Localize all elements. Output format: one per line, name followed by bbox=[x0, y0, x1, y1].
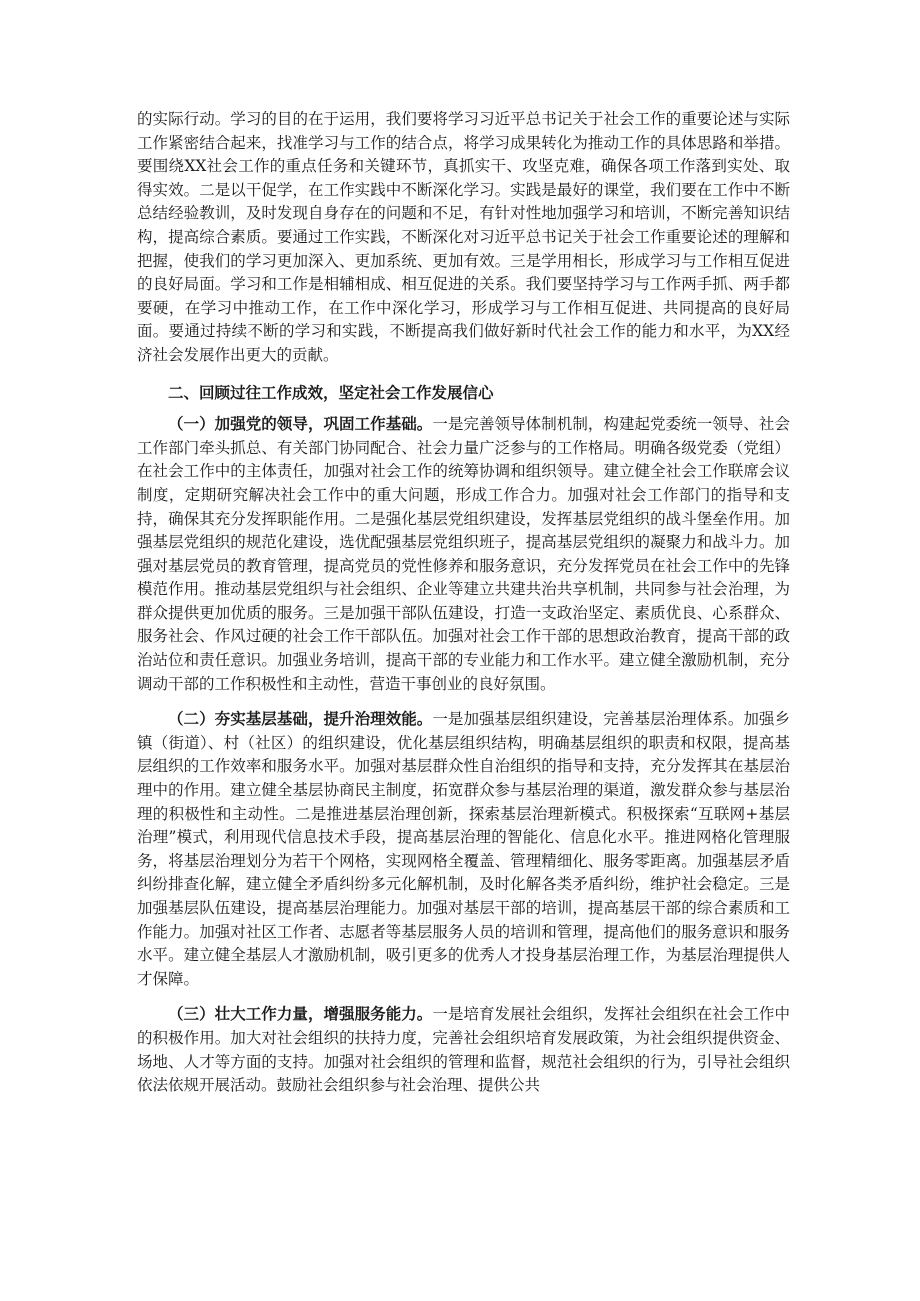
section-paragraph-1 bbox=[137, 413, 790, 696]
section-paragraph-2 bbox=[137, 708, 790, 991]
document-page bbox=[137, 108, 790, 1098]
section-paragraph-3 bbox=[137, 1003, 790, 1097]
paragraph-body-1: 一是完善领导体制机制，构建起党委统一领导、社会工作部门牵头抓总、有关部门协同配合、社会力量广泛参与的工作格局。明确各级党委（党组）在社会工作中的主体责任，加强对社会工作的统筹协调和组织领导。建立健全社会工作联席会议制度，定期研究解决社会工作中的重大问题，形成工作合力。加强对社会工作部门的指导和支持，确保其充分发挥职能作用。二是强化基层党组织建设，发挥基层党组织的战斗堡垒作用。加强基层党组织的规范化建设，选优配强基层党组织班子，提高基层党组织的凝聚力和战斗力。加强对基层党员的教育管理，提高党员的党性修养和服务意识，充分发挥党员在社会工作中的先锋模范作用。推动基层党组织与社会组织、企业等建立共建共治共享机制，共同参与社会治理，为群众提供更加优质的服务。三是加强干部队伍建设，打造一支政治坚定、素质优良、心系群众、服务社会、作风过硬的社会工作干部队伍。加强对社会工作干部的思想政治教育，提高干部的政治站位和责任意识。加强业务培训，提高干部的专业能力和工作水平。建立健全激励机制，充分调动干部的工作积极性和主动性，营造干事创业的良好氛围。 bbox=[137, 415, 790, 693]
paragraph-body-2: 一是加强基层组织建设，完善基层治理体系。加强乡镇（街道）、村（社区）的组织建设，优化基层组织结构，明确基层组织的职责和权限，提高基层组织的工作效率和服务水平。加强对基层群众性自治组织的指导和支持，充分发挥其在基层治理中的作用。建立健全基层协商民主制度，拓宽群众参与基层治理的渠道，激发群众参与基层治理的积极性和主动性。二是推进基层治理创新，探索基层治理新模式。积极探索“互联网+基层治理”模式，利用现代信息技术手段，提高基层治理的智能化、信息化水平。推进网格化管理服务，将基层治理划分为若干个网格，实现网格全覆盖、管理精细化、服务零距离。加强基层矛盾纠纷排查化解，建立健全矛盾纠纷多元化解机制，及时化解各类矛盾纠纷，维护社会稳定。三是加强基层队伍建设，提高基层治理能力。加强对基层干部的培训，提高基层干部的综合素质和工作能力。加强对社区工作者、志愿者等基层服务人员的培训和管理，提高他们的服务意识和服务水平。建立健全基层人才激励机制，吸引更多的优秀人才投身基层治理工作，为基层治理提供人才保障。 bbox=[137, 710, 790, 988]
paragraph-lead-2: （二）夯实基层基础，提升治理效能。 bbox=[168, 710, 433, 729]
intro-paragraph: 的实际行动。学习的目的在于运用，我们要将学习习近平总书记关于社会工作的重要论述与实际工作紧密结合起来，找准学习与工作的结合点，将学习成果转化为推动工作的具体思路和举措。要围绕XX社会工作的重点任务和关键环节，真抓实干、攻坚克难，确保各项工作落到实处、取得实效。二是以干促学，在工作实践中不断深化学习。实践是最好的课堂，我们要在工作中不断总结经验教训，及时发现自身存在的问题和不足，有针对性地加强学习和培训，不断完善知识结构，提高综合素质。要通过工作实践，不断深化对习近平总书记关于社会工作重要论述的理解和把握，使我们的学习更加深入、更加系统、更加有效。三是学用相长，形成学习与工作相互促进的良好局面。学习和工作是相辅相成、相互促进的关系。我们要坚持学习与工作两手抓、两手都要硬，在学习中推动工作，在工作中深化学习，形成学习与工作相互促进、共同提高的良好局面。要通过持续不断的学习和实践，不断提高我们做好新时代社会工作的能力和水平，为XX经济社会发展作出更大的贡献。 bbox=[137, 110, 790, 364]
paragraph-lead-1: （一）加强党的领导，巩固工作基础。 bbox=[168, 415, 433, 434]
paragraph-body-3: 一是培育发展社会组织，发挥社会组织在社会工作中的积极作用。加大对社会组织的扶持力度，完善社会组织培育发展政策，为社会组织提供资金、场地、人才等方面的支持。加强对社会组织的管理和监督，规范社会组织的行为，引导社会组织依法依规开展活动。鼓励社会组织参与社会治理、提供公共 bbox=[137, 1005, 790, 1095]
paragraph-lead-3: （三）壮大工作力量，增强服务能力。 bbox=[168, 1005, 433, 1024]
section-heading: 二、回顾过往工作成效，坚定社会工作发展信心 bbox=[168, 383, 494, 402]
